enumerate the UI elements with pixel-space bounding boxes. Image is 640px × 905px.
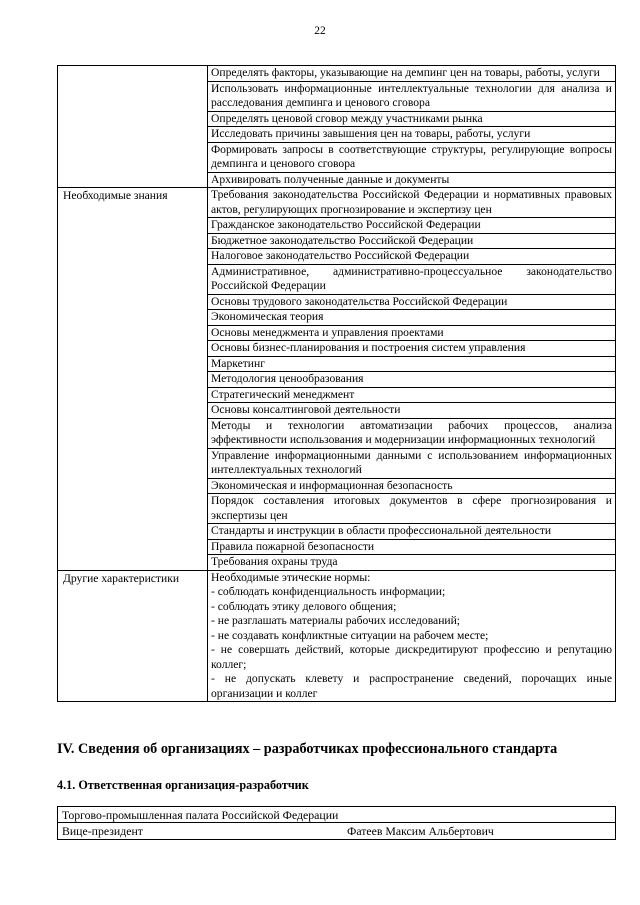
knowledge-item: Требования охраны труда: [208, 555, 616, 571]
signatory-cell: [58, 823, 616, 840]
knowledge-label: Необходимые знания: [58, 188, 208, 571]
skill-item: Определять ценовой сговор между участниками рынка: [208, 111, 616, 127]
empty-label-cell: [58, 66, 208, 188]
table-row: [58, 823, 616, 840]
knowledge-item: Экономическая и информационная безопасность: [208, 478, 616, 494]
skill-item: Определять факторы, указывающие на демпинг цен на товары, работы, услуги: [208, 66, 616, 82]
table-row: [58, 66, 616, 82]
section-title: IV. Сведения об организациях – разработчиках профессионального стандарта: [57, 741, 558, 757]
signatory-position: Вице-президент: [62, 824, 143, 838]
page-number: 22: [314, 25, 326, 37]
ethics-line: - не допускать клевету и распространение сведений, порочащих иные организации и коллег: [211, 672, 612, 700]
table-row: [58, 570, 616, 702]
knowledge-item: Порядок составления итоговых документов в сфере прогнозирования и экспертизы цен: [208, 494, 616, 524]
ethics-line: - не создавать конфликтные ситуации на рабочем месте;: [211, 628, 489, 642]
skill-item: Исследовать причины завышения цен на товары, работы, услуги: [208, 127, 616, 143]
ethics-heading: Необходимые этические нормы:: [211, 570, 371, 584]
organization-name: Торгово-промышленная палата Российской Федерации: [58, 807, 616, 823]
organization-table: [57, 806, 616, 840]
subsection-title: 4.1. Ответственная организация-разработчик: [57, 778, 309, 792]
requirements-table: [57, 65, 616, 702]
knowledge-item: Гражданское законодательство Российской Федерации: [208, 218, 616, 234]
knowledge-item: Административное, административно-процессуальное законодательство Российской Федерации: [208, 264, 616, 294]
knowledge-item: Основы бизнес-планирования и построения систем управления: [208, 341, 616, 357]
knowledge-item: Налоговое законодательство Российской Федерации: [208, 249, 616, 265]
table-row: [58, 188, 616, 218]
knowledge-item: Бюджетное законодательство Российской Федерации: [208, 233, 616, 249]
knowledge-item: Основы менеджмента и управления проектами: [208, 325, 616, 341]
knowledge-item: Стратегический менеджмент: [208, 387, 616, 403]
skill-item: Использовать информационные интеллектуальные технологии для анализа и расследования демпинга и ценового сговора: [208, 81, 616, 111]
skill-item: Архивировать полученные данные и документы: [208, 172, 616, 188]
knowledge-item: Стандарты и инструкции в области профессиональной деятельности: [208, 524, 616, 540]
other-characteristics-label: Другие характеристики: [58, 570, 208, 702]
knowledge-item: Экономическая теория: [208, 310, 616, 326]
knowledge-item: Маркетинг: [208, 356, 616, 372]
knowledge-item: Управление информационными данными с использованием информационных интеллектуальных технологий: [208, 448, 616, 478]
knowledge-item: Основы трудового законодательства Российской Федерации: [208, 294, 616, 310]
signatory-name: Фатеев Максим Альбертович: [347, 824, 494, 838]
knowledge-item: Методология ценообразования: [208, 372, 616, 388]
knowledge-item: Правила пожарной безопасности: [208, 539, 616, 555]
ethics-line: - соблюдать конфиденциальность информации;: [211, 585, 446, 598]
knowledge-item: Методы и технологии автоматизации рабочих процессов, анализа эффективности использования и модернизации информационных технологий: [208, 418, 616, 448]
ethics-line: - соблюдать этику делового общения;: [211, 599, 397, 613]
knowledge-item: Требования законодательства Российской Федерации и нормативных правовых актов, регулирующих прогнозирование и экспертизу цен: [208, 188, 616, 218]
knowledge-item: Основы консалтинговой деятельности: [208, 403, 616, 419]
ethics-line: - не совершать действий, которые дискредитируют профессию и репутацию коллег;: [211, 643, 612, 671]
skill-item: Формировать запросы в соответствующие структуры, регулирующие вопросы демпинга и ценового сговора: [208, 142, 616, 172]
table-row: [58, 807, 616, 823]
ethics-line: - не разглашать материалы рабочих исследований;: [211, 614, 461, 627]
ethics-cell: [208, 570, 616, 702]
